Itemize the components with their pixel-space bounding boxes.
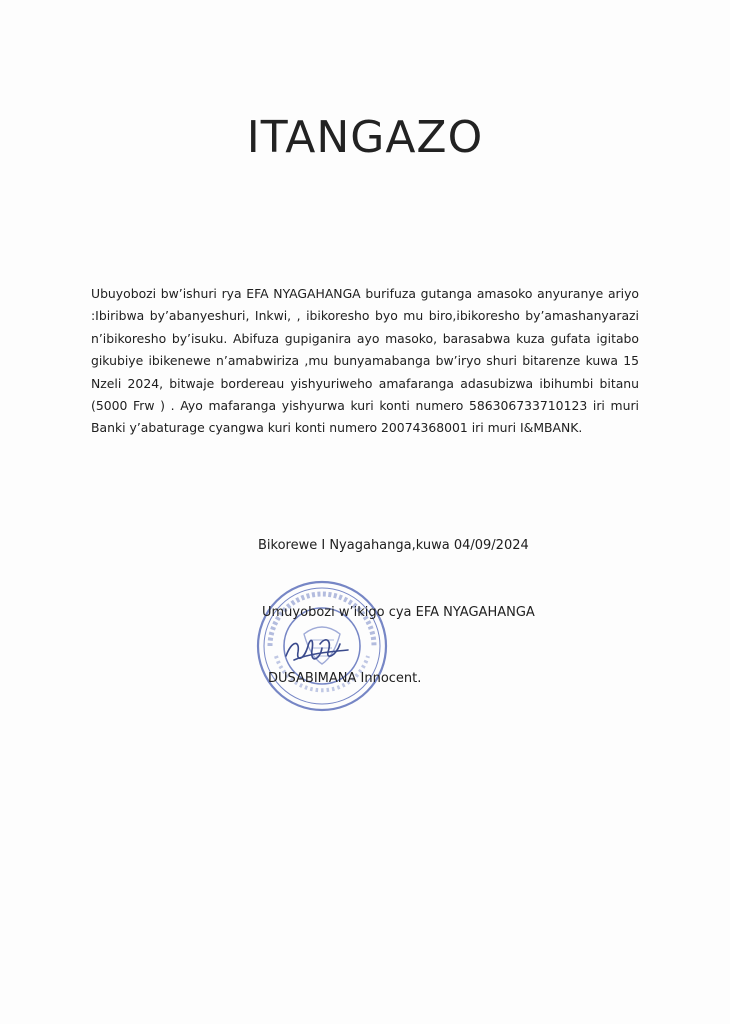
signature-icon xyxy=(282,630,352,670)
announcement-body: Ubuyobozi bw’ishuri rya EFA NYAGAHANGA burifuza gutanga amasoko anyuranye ariyo :Ibiribwa by’abanyeshuri, Inkwi, , ibikoresho byo mu biro,ibikoresho by’amashanyarazi n’ibikoresho by’isuku. Abifuza gupiganira ayo masoko, barasabwa kuza gufata igitabo gikubiye ibikenewe n’amabwiriza ,mu bunyamabanga bw’iryo shuri bitarenze kuwa 15 Nzeli 2024, bitwaje bordereau yishyuriweho amafaranga adasubizwa ibihumbi bitanu (5000 Frw ) . Ayo mafaranga yishyurwa kuri konti numero 586306733710123 iri muri Banki y’abaturage cyangwa kuri konti numero 20074368001 iri muri I&MBANK. xyxy=(91,286,639,436)
signer-title: Umuyobozi w’ikigo cya EFA NYAGAHANGA xyxy=(262,605,535,620)
document-title: ITANGAZO xyxy=(246,112,484,163)
signer-name: DUSABIMANA Innocent. xyxy=(268,671,422,686)
place-and-date: Bikorewe I Nyagahanga,kuwa 04/09/2024 xyxy=(258,538,529,553)
